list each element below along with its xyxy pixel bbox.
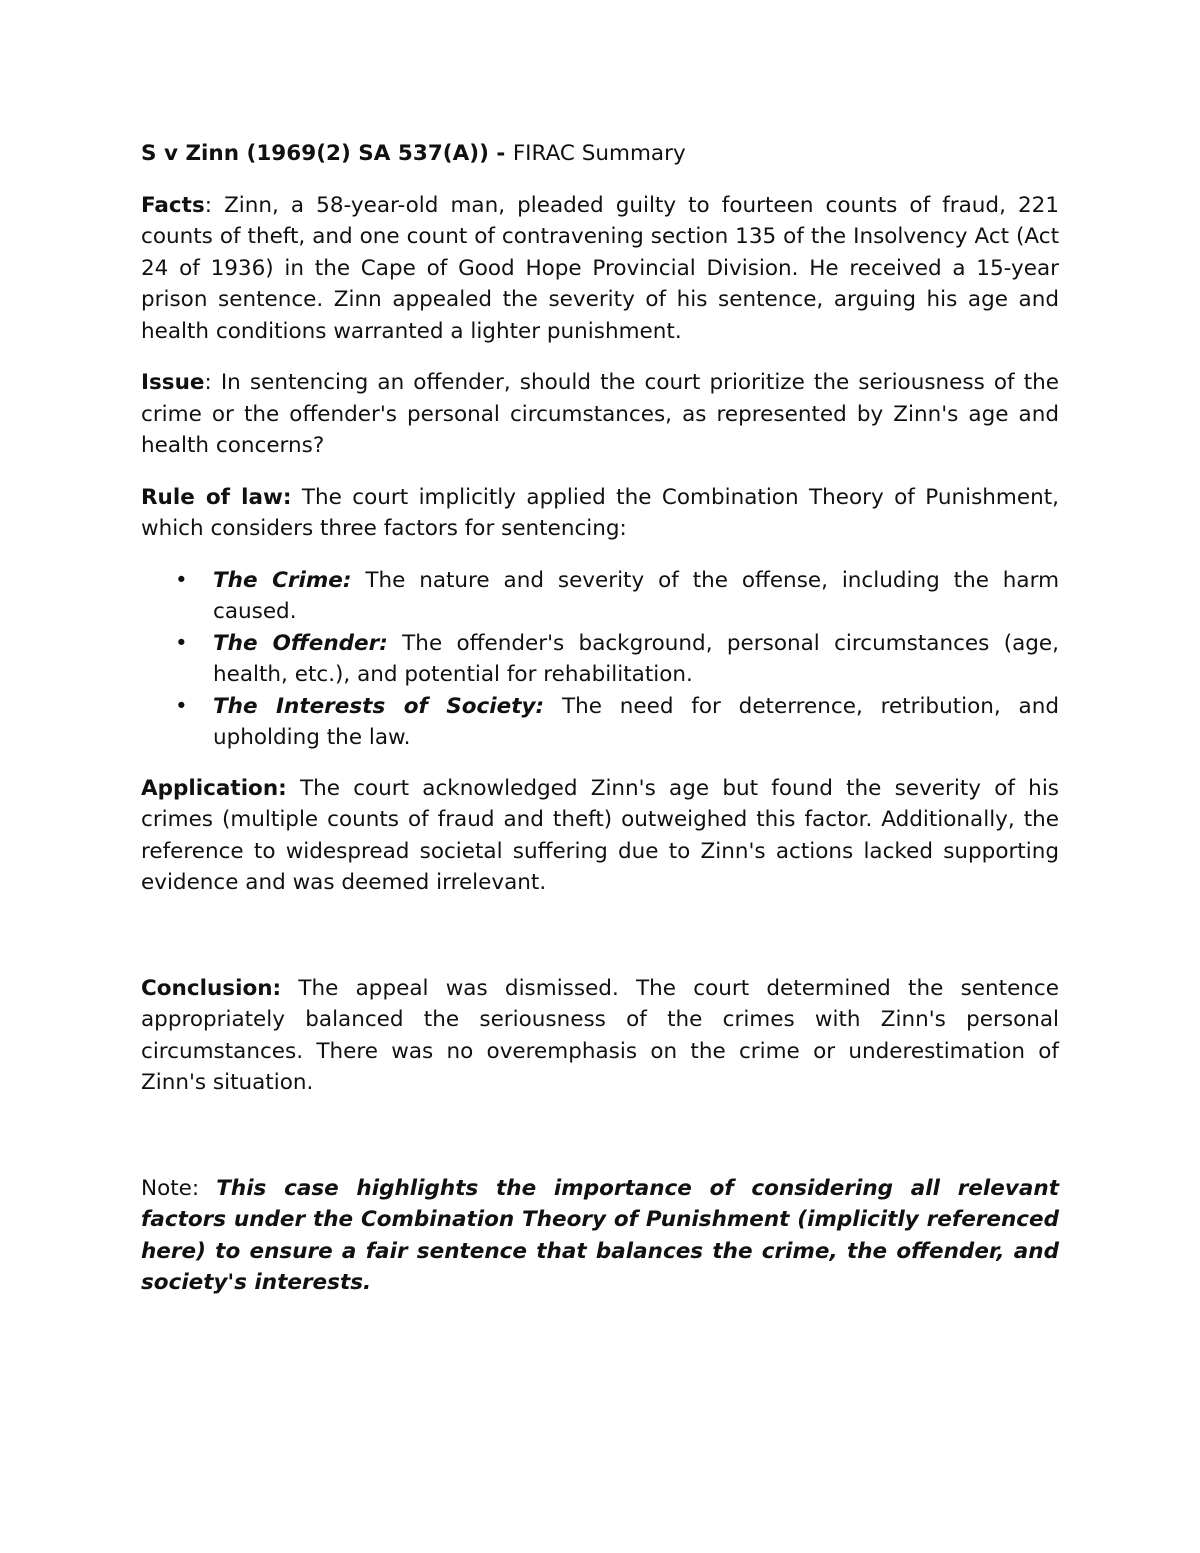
bullet-icon: • bbox=[175, 567, 188, 593]
bullet-icon: • bbox=[175, 693, 188, 719]
title-separator: - bbox=[488, 141, 513, 166]
application-paragraph bbox=[141, 773, 1059, 899]
facts-text: : Zinn, a 58-year-old man, pleaded guilty to fourteen counts of fraud, 221 counts of theft, and one count of contravening section 135 of the Insolvency Act (Act 24 of 1936) in the Cape of Good Hope Provincial Division. He received a 15-year prison sentence. Zinn appealed the severity of his sentence, arguing his age and health conditions warranted a lighter punishment. bbox=[141, 192, 1059, 344]
factor-text: The nature and severity of the offense, including the harm caused. bbox=[213, 567, 1060, 624]
factor-list bbox=[141, 565, 1059, 754]
note-paragraph bbox=[141, 1173, 1059, 1299]
factor-text: The offender's background, personal circumstances (age, health, etc.), and potential for rehabilitation. bbox=[213, 630, 1059, 687]
rule-text: The court implicitly applied the Combination Theory of Punishment, which considers three factors for sentencing: bbox=[141, 484, 1059, 541]
conclusion-paragraph bbox=[141, 973, 1059, 1099]
factor-label: The Interests of Society: bbox=[213, 693, 545, 719]
document-title bbox=[141, 138, 1059, 170]
document-page bbox=[141, 138, 1059, 1319]
application-label: Application: bbox=[141, 775, 287, 801]
list-item bbox=[175, 691, 1059, 754]
facts-label: Facts bbox=[141, 192, 205, 218]
list-item bbox=[175, 565, 1060, 628]
facts-paragraph bbox=[141, 190, 1059, 348]
rule-label: Rule of law: bbox=[141, 484, 292, 510]
case-citation: S v Zinn (1969(2) SA 537(A)) bbox=[141, 141, 489, 166]
blank-line bbox=[141, 1119, 1059, 1173]
bullet-icon: • bbox=[175, 630, 188, 656]
list-item bbox=[175, 628, 1059, 691]
blank-line bbox=[141, 919, 1059, 973]
issue-text: : In sentencing an offender, should the court prioritize the seriousness of the crime or the offender's personal circumstances, as represented by Zinn's age and health concerns? bbox=[141, 370, 1059, 458]
conclusion-text: The appeal was dismissed. The court determined the sentence appropriately balanced the seriousness of the crimes with Zinn's personal circumstances. There was no overemphasis on the crime or underestimation of Zinn's situation. bbox=[141, 975, 1059, 1095]
conclusion-label: Conclusion: bbox=[141, 975, 282, 1001]
factor-text: The need for deterrence, retribution, and upholding the law. bbox=[213, 693, 1059, 750]
rule-paragraph bbox=[141, 482, 1059, 545]
issue-paragraph bbox=[141, 367, 1059, 462]
factor-label: The Offender: bbox=[213, 630, 388, 656]
title-subtitle: FIRAC Summary bbox=[512, 141, 686, 166]
note-label: Note: bbox=[141, 1175, 217, 1201]
application-text: The court acknowledged Zinn's age but found the severity of his crimes (multiple counts of fraud and theft) outweighed this factor. Additionally, the reference to widespread societal suffering due to Zinn's actions lacked supporting evidence and was deemed irrelevant. bbox=[141, 775, 1059, 895]
factor-label: The Crime: bbox=[213, 567, 352, 593]
note-text: This case highlights the importance of considering all relevant factors under the Combination Theory of Punishment (implicitly referenced here) to ensure a fair sentence that balances the crime, the offender, and society's interests. bbox=[141, 1175, 1059, 1295]
issue-label: Issue bbox=[141, 370, 205, 395]
